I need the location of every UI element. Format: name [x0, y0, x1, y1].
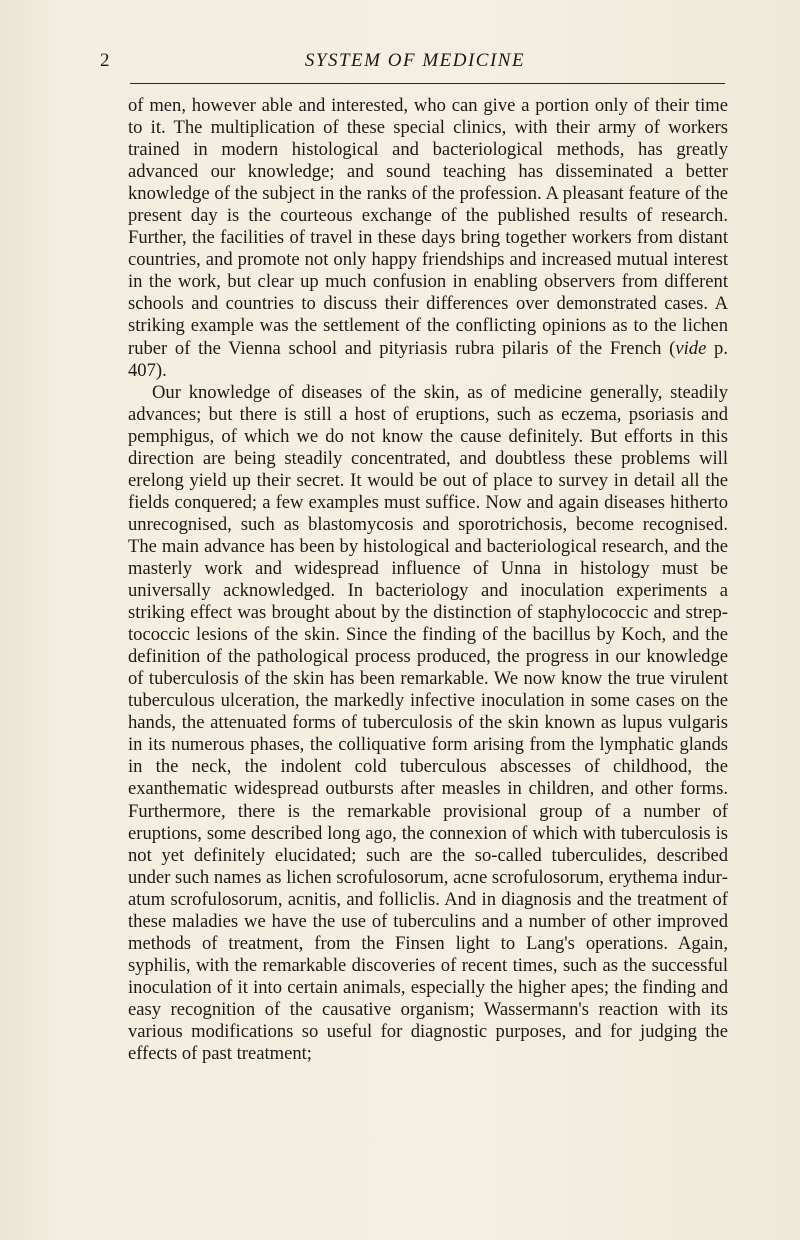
body-text	[128, 95, 728, 1065]
paragraph-1-text: of men, however able and interested, who can give a portion only of their time to it. The multiplication of these special clinics, with their army of workers trained in modern histological and bacteriological methods, has greatly advanced our knowledge; and sound teaching has disseminated a better knowledge of the subject in the ranks of the profession. A pleasant feature of the present day is the courteous exchange of the published results of research. Further, the facilities of travel in these days bring together workers from distant countries, and promote not only happy friendships and increased mutual interest in the work, but clear up much confusion in enabling observers from different schools and countries to discuss their differences over demonstrated cases. A striking example was the settlement of the conflicting opinions as to the lichen ruber of the Vienna school and pityriasis rubra pilaris of the French (	[128, 95, 728, 359]
page-header	[0, 50, 800, 80]
paragraph-2: Our knowledge of diseases of the skin, as of medicine generally, steadily advances; but there is still a host of eruptions, such as eczema, psoriasis and pemphigus, of which we do not know the cause definitely. But efforts in this direction are being steadily concentrated, and doubtless these problems will erelong yield up their secret. It would be out of place to survey in detail all the fields conquered; a few examples must suffice. Now and again diseases hitherto unrecognised, such as blastomycosis and sporotrichosis, become recognised. The main advance has been by histological and bacteriological research, and the masterly work and widespread influence of Unna in histology must be universally acknowledged. In bacteriology and inoculation experiments a striking effect was brought about by the distinction of staphylococcic and streptococcic lesions of the skin. Since the finding of the bacillus by Koch, and the definition of the pathological process produced, the progress in our knowledge of tuberculosis of the skin has been remarkable. We now know the true virulent tuberculous ulceration, the markedly infective inoculation in some cases on the hands, the attenuated forms of tuberculosis of the skin known as lupus vulgaris in its numerous phases, the colliquative form arising from the lymphatic glands in the neck, the indolent cold tuberculous abscesses of childhood, the exanthematic widespread outbursts after measles in children, and other forms. Furthermore, there is the remarkable provisional group of a number of eruptions, some described long ago, the connexion of which with tuberculosis is not yet definitely elucidated; such are the so-called tuberculides, described under such names as lichen scrofulosorum, acne scrofulosorum, erythema induratum scrofulosorum, acnitis, and folliclis. And in diagnosis and the treatment of these maladies we have the use of tuberculins and a number of other improved methods of treatment, from the Finsen light to Lang's operations. Again, syphilis, with the remarkable discoveries of recent times, such as the successful inoculation of it into certain animals, especially the higher apes; the finding and easy recognition of the causative organism; Wassermann's reaction with its various modifications so useful for diagnostic purposes, and for judging the effects of past treatment;	[128, 381, 728, 1065]
header-rule	[130, 83, 725, 84]
paragraph-1	[128, 95, 728, 382]
running-title-text: SYSTEM OF MEDICINE	[304, 50, 526, 71]
running-title	[0, 50, 800, 72]
vide-italic: vide	[675, 337, 707, 359]
paragraph-1-end: p. 407).	[128, 337, 729, 381]
page-number: 2	[100, 50, 110, 71]
